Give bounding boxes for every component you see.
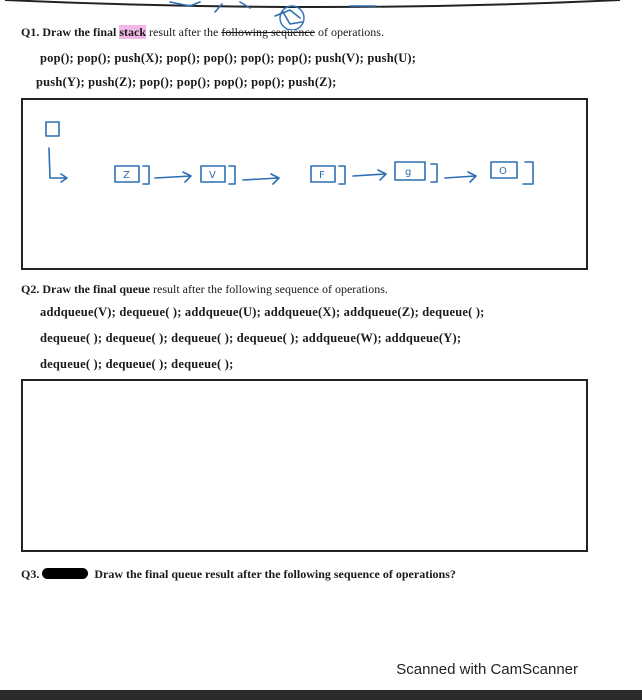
q3-label-post: queue result after the following sequence of operations? [171,567,456,581]
arrow-1-icon [155,172,191,182]
q1-number: Q1. [21,25,40,39]
q1-sequence-line-2: push(Y); push(Z); pop(); pop(); pop(); pop(); push(Z); [36,75,337,89]
arrow-4-icon [445,172,476,182]
scanner-watermark: Scanned with CamScanner [396,661,578,678]
arrow-2-icon [243,174,279,184]
q2-prompt [21,281,388,297]
q3-prompt [21,566,456,582]
q1-label-mid: result after the [149,25,219,39]
answer-node-1-label: Z [123,170,130,181]
q3-label-final: final [145,567,169,581]
q1-label-final: final [93,25,117,39]
q1-label-post: of operations. [317,25,384,39]
q1-answer-box[interactable] [21,98,588,270]
bottom-bar [0,690,642,700]
q1-label-stack: stack [119,25,147,39]
q2-sequence-line-3: dequeue( ); dequeue( ); dequeue( ); [40,357,234,371]
answer-node-3 [311,166,345,184]
q1-label-pre: Draw the [42,25,90,39]
answer-node-4 [395,162,437,182]
q1-handwritten-answer [23,100,586,268]
q1-label-strike: following sequence [221,25,315,39]
q2-answer-box[interactable] [21,379,588,552]
start-arrow [49,148,67,182]
redaction-mark [42,568,88,579]
answer-node-3-label: F [319,170,325,181]
empty-stack-box [46,122,59,136]
q2-label-final: final queue [93,282,151,296]
answer-node-1 [115,166,149,184]
q3-label-pre: Draw the [94,567,142,581]
answer-node-5 [491,162,533,184]
answer-node-2 [201,166,235,184]
q3-number: Q3. [21,567,40,581]
answer-node-4-label: g [405,167,412,178]
q2-sequence-line-1: addqueue(V); dequeue( ); addqueue(U); addqueue(X); addqueue(Z); dequeue( ); [40,305,485,319]
q2-number: Q2. [21,282,40,296]
answer-node-2-label: V [209,170,216,181]
q1-prompt [21,24,384,40]
q1-sequence-line-1: pop(); pop(); push(X); pop(); pop(); pop(); pop(); push(V); push(U); [40,51,417,65]
q2-label-post: result after the following sequence of operations. [153,282,388,296]
arrow-3-icon [353,170,386,180]
q2-label-pre: Draw the [42,282,90,296]
q2-sequence-line-2: dequeue( ); dequeue( ); dequeue( ); dequeue( ); addqueue(W); addqueue(Y); [40,331,462,345]
answer-node-5-label: O [499,166,507,177]
